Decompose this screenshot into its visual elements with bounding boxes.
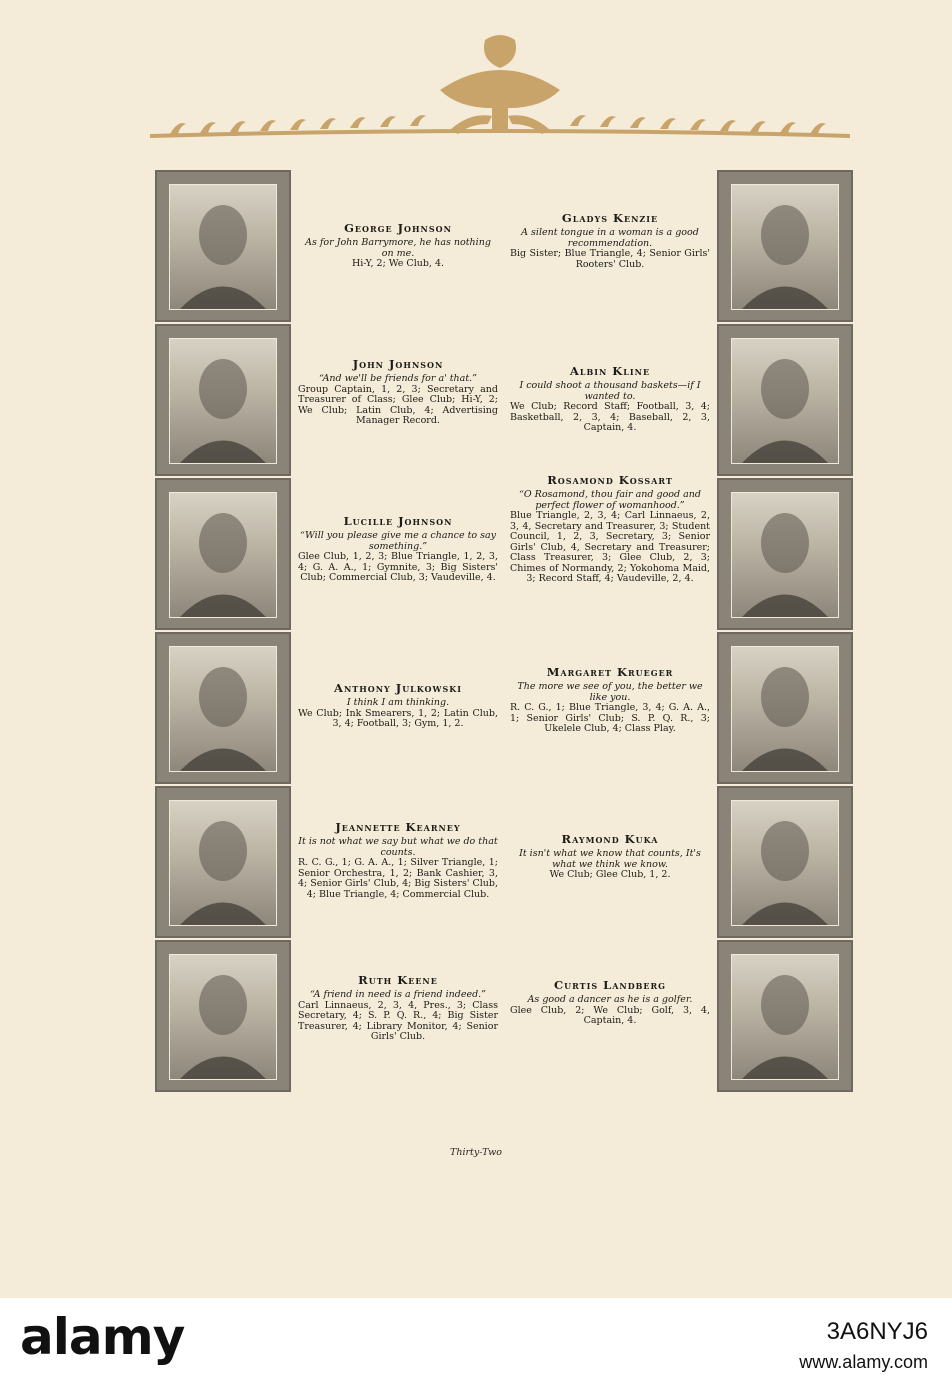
portrait-photo: [731, 184, 839, 310]
portrait-frame: [155, 632, 291, 784]
student-activities: Hi-Y, 2; We Club, 4.: [351, 258, 445, 269]
student-entry: [510, 832, 710, 881]
student-entry: [298, 357, 498, 427]
portrait-frame: [155, 324, 291, 476]
student-entry: [298, 221, 498, 270]
portrait-frame: [717, 478, 853, 630]
portrait-frame: [155, 786, 291, 938]
student-name: John Johnson: [352, 357, 444, 371]
portrait-photo: [169, 338, 277, 464]
student-name: Curtis Landberg: [554, 978, 666, 992]
student-activities: R. C. G., 1; G. A. A., 1; Silver Triangle, 1; Senior Orchestra, 1, 2; Bank Cashier, 3, 4; Senior Girls' Club, 4; Big Sisters' Club, 4; Blue Triangle, 4; Commercial Club.: [298, 857, 498, 900]
student-entry: [298, 820, 498, 900]
student-name: Raymond Kuka: [561, 832, 659, 846]
watermark-image-id: 3A6NYJ6: [826, 1318, 928, 1345]
student-activities: Carl Linnaeus, 2, 3, 4, Pres., 3; Class Secretary, 4; S. P. Q. R., 4; Big Sister Treasurer, 4; Library Monitor, 4; Senior Girls' Club.: [298, 999, 498, 1042]
watermark-url: www.alamy.com: [799, 1352, 928, 1372]
student-quote: “Will you please give me a chance to say something.”: [299, 530, 497, 552]
student-activities: Blue Triangle, 2, 3, 4; Carl Linnaeus, 2, 3, 4, Secretary and Treasurer, 3; Student Council, 1, 2, 3, Secretary, 3; Senior Girls' Club, 4, Secretary and Treasurer; Class Treasurer, 3; Glee Club, 2, 3; Chimes of Normandy, 2; Yokohoma Maid, 3; Record Staff, 4; Vaudeville, 2, 4.: [510, 510, 710, 584]
portrait-frame: [717, 786, 853, 938]
student-quote: “A friend in need is a friend indeed.”: [309, 989, 487, 1000]
page-number: Thirty-Two: [450, 1147, 502, 1158]
student-name: George Johnson: [344, 221, 452, 235]
student-quote: I think I am thinking.: [346, 697, 450, 708]
student-activities: R. C. G., 1; Blue Triangle, 3, 4; G. A. A., 1; Senior Girls' Club; S. P. Q. R., 3; Ukelele Club, 4; Class Play.: [510, 702, 710, 734]
student-quote: It isn't what we know that counts, It's what we think we know.: [519, 848, 701, 870]
right-photo-column: [717, 170, 853, 1094]
portrait-frame: [717, 324, 853, 476]
portrait-frame: [155, 170, 291, 322]
student-entry: [510, 978, 710, 1027]
student-quote: The more we see of you, the better we like you.: [517, 681, 703, 703]
portrait-photo: [169, 492, 277, 618]
student-entry: [510, 665, 710, 735]
student-entry: [298, 681, 498, 730]
portrait-photo: [731, 646, 839, 772]
portrait-frame: [717, 170, 853, 322]
student-activities: We Club; Glee Club, 1, 2.: [549, 869, 671, 880]
student-name: Albin Kline: [569, 364, 651, 378]
student-name: Gladys Kenzie: [561, 211, 659, 225]
student-quote: A silent tongue in a woman is a good recommendation.: [521, 227, 699, 249]
student-entry: [298, 514, 498, 584]
student-name: Jeannette Kearney: [335, 820, 461, 834]
student-entry: [510, 211, 710, 270]
portrait-photo: [731, 800, 839, 926]
portrait-frame: [155, 478, 291, 630]
left-photo-column: [155, 170, 291, 1094]
student-entry: [510, 364, 710, 434]
student-entry: [510, 473, 710, 585]
student-activities: We Club; Record Staff; Football, 3, 4; Basketball, 2, 3, 4; Baseball, 2, 3, Captain, 4.: [510, 401, 710, 433]
student-activities: Glee Club, 2; We Club; Golf, 3, 4, Captain, 4.: [510, 1004, 710, 1026]
portrait-photo: [169, 800, 277, 926]
portrait-frame: [155, 940, 291, 1092]
student-name: Rosamond Kossart: [547, 473, 673, 487]
student-activities: Big Sister; Blue Triangle, 4; Senior Girls' Rooters' Club.: [510, 248, 710, 270]
portrait-photo: [731, 338, 839, 464]
student-quote: I could shoot a thousand baskets—if I wanted to.: [519, 380, 701, 402]
portrait-photo: [169, 646, 277, 772]
student-quote: As good a dancer as he is a golfer.: [527, 994, 693, 1005]
portrait-photo: [731, 492, 839, 618]
student-quote: As for John Barrymore, he has nothing on me.: [305, 237, 491, 259]
student-quote: It is not what we say but what we do that counts.: [298, 836, 498, 858]
watermark-logo: alamy: [20, 1308, 185, 1366]
student-name: Anthony Julkowski: [334, 681, 462, 695]
student-quote: “O Rosamond, thou fair and good and perfect flower of womanhood.”: [519, 489, 701, 511]
student-name: Lucille Johnson: [343, 514, 453, 528]
student-activities: We Club; Ink Smearers, 1, 2; Latin Club, 3, 4; Football, 3; Gym, 1, 2.: [298, 707, 498, 729]
portrait-frame: [717, 632, 853, 784]
student-quote: “And we'll be friends for a' that.”: [318, 373, 478, 384]
portrait-photo: [169, 184, 277, 310]
student-entry: [298, 973, 498, 1043]
portrait-photo: [731, 954, 839, 1080]
student-activities: Group Captain, 1, 2, 3; Secretary and Treasurer of Class; Glee Club; Hi-Y, 2; We Club; Latin Club, 4; Advertising Manager Record.: [298, 383, 498, 426]
portrait-frame: [717, 940, 853, 1092]
student-name: Ruth Keene: [358, 973, 438, 987]
student-activities: Glee Club, 1, 2, 3; Blue Triangle, 1, 2, 3, 4; G. A. A., 1; Gymnite, 3; Big Sisters' Club; Commercial Club, 3; Vaudeville, 4.: [298, 551, 498, 583]
portrait-photo: [169, 954, 277, 1080]
student-name: Margaret Krueger: [546, 665, 674, 679]
header-ornament: [150, 30, 850, 150]
